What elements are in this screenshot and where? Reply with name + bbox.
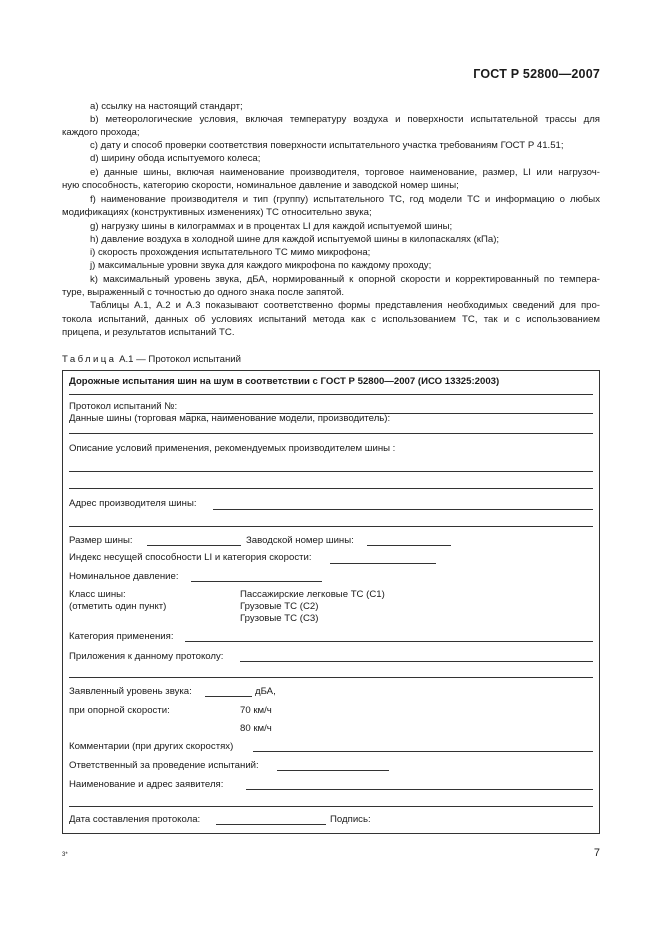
- tire-size-label: Размер шины:: [69, 535, 133, 546]
- speed-80: 80 км/ч: [240, 723, 272, 734]
- list-item: b) метеорологические условия, включая температуру воздуха и поверхности испытательной трассы для: [90, 114, 600, 125]
- tire-data-field[interactable]: [69, 433, 593, 434]
- list-item: f) наименование производителя и тип (группу) испытательного ТС, год модели ТС и информацию о любых: [90, 194, 600, 205]
- list-item: каждого прохода;: [62, 127, 140, 138]
- tire-class-label: Класс шины:: [69, 589, 126, 600]
- table-caption: [62, 354, 241, 365]
- form-title: Дорожные испытания шин на шум в соответствии с ГОСТ Р 52800—2007 (ИСО 13325:2003): [69, 376, 500, 387]
- signature-label: Подпись:: [330, 814, 371, 825]
- list-item: h) давление воздуха в холодной шине для каждой испытуемой шины в килопаскалях (кПа);: [90, 234, 500, 245]
- protocol-form: [62, 370, 600, 834]
- comments-label: Комментарии (при других скоростях): [69, 741, 234, 752]
- nominal-pressure-label: Номинальное давление:: [69, 571, 179, 582]
- report-date-field[interactable]: [216, 824, 326, 825]
- declared-level-label: Заявленный уровень звука:: [69, 686, 192, 697]
- list-item: модификациях (конструктивных изменениях) ТС относительно звука;: [62, 207, 372, 218]
- table-caption-prefix: Таблица: [62, 354, 117, 365]
- list-item: j) максимальные уровни звука для каждого микрофона по каждому проходу;: [90, 260, 432, 271]
- speed-70: 70 км/ч: [240, 705, 272, 716]
- nominal-pressure-field[interactable]: [191, 581, 322, 582]
- load-speed-index-label: Индекс несущей способности LI и категория скорости:: [69, 552, 312, 563]
- reference-speed-label: при опорной скорости:: [69, 705, 170, 716]
- manufacturer-address-label: Адрес производителя шины:: [69, 498, 197, 509]
- applicant-field-1[interactable]: [246, 789, 593, 790]
- section-divider: [69, 677, 593, 678]
- attachments-field[interactable]: [240, 661, 593, 662]
- class-option-c1[interactable]: Пассажирские легковые ТС (С1): [240, 589, 385, 600]
- applicant-label: Наименование и адрес заявителя:: [69, 779, 224, 790]
- protocol-no-label: Протокол испытаний №:: [69, 401, 178, 412]
- manufacturer-address-field-1[interactable]: [213, 509, 593, 510]
- table-caption-label: А.1 — Протокол испытаний: [119, 354, 241, 365]
- list-item: i) скорость прохождения испытательного ТС мимо микрофона;: [90, 247, 371, 258]
- serial-no-label: Заводской номер шины:: [246, 535, 354, 546]
- usage-conditions-field-1[interactable]: [69, 471, 593, 472]
- attachments-label: Приложения к данному протоколу:: [69, 651, 224, 662]
- list-item: а) ссылку на настоящий стандарт;: [90, 101, 243, 112]
- list-item: d) ширину обода испытуемого колеса;: [90, 153, 261, 164]
- tire-class-note: (отметить один пункт): [69, 601, 167, 612]
- list-item: ную способность, категорию скорости, номинальное давление и заводской номер шины;: [62, 180, 459, 191]
- title-underline: [69, 394, 593, 395]
- declared-level-unit: дБА,: [255, 686, 276, 697]
- tire-size-field[interactable]: [147, 545, 241, 546]
- list-item: туре, выраженный с точностью до одного знака после запятой.: [62, 287, 345, 298]
- responsible-field[interactable]: [277, 770, 389, 771]
- document-header: ГОСТ Р 52800—2007: [473, 67, 600, 81]
- list-item: k) максимальный уровень звука, дБА, нормированный к опорной скорости и корректированный по темпера-: [90, 274, 600, 285]
- paragraph-line: токола испытаний, данных об условиях испытаний метода как с использованием ТС, так и с использованием: [62, 314, 600, 325]
- list-item: е) данные шины, включая наименование производителя, торговое наименование, размер, LI или нагрузоч-: [90, 167, 600, 178]
- usage-conditions-label: Описание условий применения, рекомендуемых производителем шины :: [69, 443, 396, 454]
- report-date-label: Дата составления протокола:: [69, 814, 201, 825]
- list-item: с) дату и способ проверки соответствия поверхности испытательного участка требованиям ГОСТ Р 41.51;: [90, 140, 564, 151]
- serial-no-field[interactable]: [367, 545, 451, 546]
- responsible-label: Ответственный за проведение испытаний:: [69, 760, 259, 771]
- tire-data-label: Данные шины (торговая марка, наименование модели, производитель):: [69, 413, 391, 424]
- applicant-field-2[interactable]: [69, 806, 593, 807]
- footer-mark: 3*: [62, 852, 68, 858]
- class-option-c2[interactable]: Грузовые ТС (С2): [240, 601, 319, 612]
- application-category-field[interactable]: [185, 641, 593, 642]
- paragraph-line: прицепа, и результатов испытаний ТС.: [62, 327, 235, 338]
- manufacturer-address-field-2[interactable]: [69, 526, 593, 527]
- list-item: g) нагрузку шины в килограммах и в процентах LI для каждой испытуемой шины;: [90, 221, 453, 232]
- load-speed-index-field[interactable]: [330, 563, 436, 564]
- comments-field[interactable]: [253, 751, 593, 752]
- usage-conditions-field-2[interactable]: [69, 488, 593, 489]
- page-number: 7: [593, 847, 600, 859]
- class-option-c3[interactable]: Грузовые ТС (С3): [240, 613, 319, 624]
- declared-level-field[interactable]: [205, 696, 252, 697]
- paragraph-line: Таблицы А.1, А.2 и А.3 показывают соответственно формы представления необходимых сведений для про-: [90, 300, 600, 311]
- application-category-label: Категория применения:: [69, 631, 174, 642]
